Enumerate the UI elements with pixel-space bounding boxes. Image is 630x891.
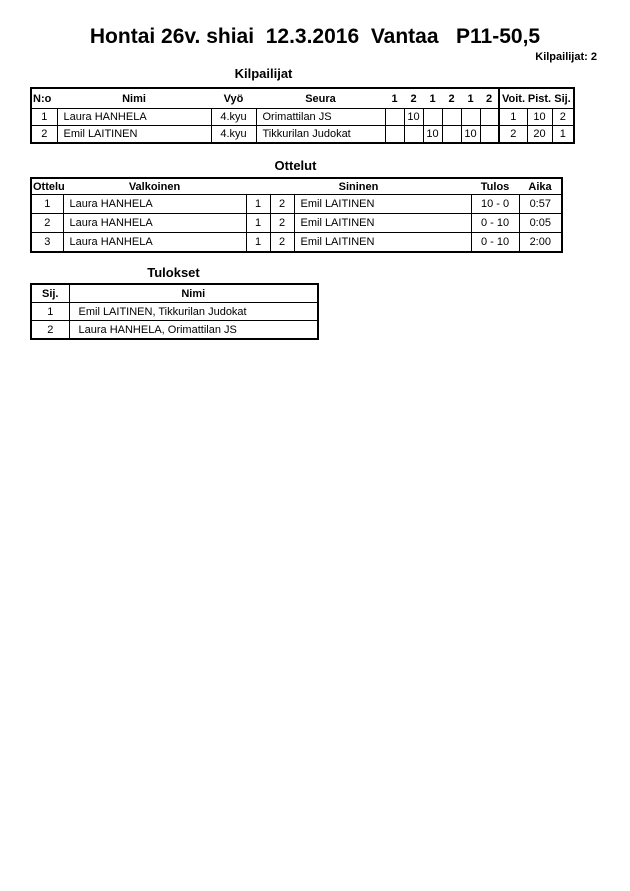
col-header-name: Nimi: [57, 88, 211, 109]
col-header-place: Sij.: [31, 284, 69, 303]
cell-wins: 1: [499, 109, 527, 126]
cell-place: 2: [552, 109, 574, 126]
cell-place: 1: [31, 303, 69, 321]
competitors-header-row: [31, 88, 574, 109]
cell-score: 10: [404, 109, 423, 126]
cell-result: 0 - 10: [471, 233, 519, 253]
cell-white-no: 1: [246, 233, 270, 253]
col-header-club: Seura: [256, 88, 385, 109]
col-header-result: Tulos: [471, 178, 519, 195]
cell-name: Emil LAITINEN: [57, 126, 211, 144]
cell-blue-no: 2: [270, 233, 294, 253]
cell-blue-no: 2: [270, 195, 294, 214]
cell-score: [385, 126, 404, 144]
cell-score: 10: [423, 126, 442, 144]
col-header-round: 2: [404, 88, 423, 109]
matches-header-row: [31, 178, 562, 195]
col-header-place: Sij.: [552, 88, 574, 109]
cell-blue-name: Emil LAITINEN: [294, 233, 471, 253]
cell-result: 0 - 10: [471, 214, 519, 233]
cell-points: 10: [527, 109, 552, 126]
cell-score: 10: [461, 126, 480, 144]
cell-score: [480, 126, 499, 144]
col-header-round: 1: [461, 88, 480, 109]
competitor-row: [31, 109, 574, 126]
col-header-round: 1: [385, 88, 404, 109]
cell-blue-no: 2: [270, 214, 294, 233]
col-header-round: 2: [442, 88, 461, 109]
col-header-points: Pist.: [527, 88, 552, 109]
cell-score: [423, 109, 442, 126]
section-heading-ottelut: Ottelut: [274, 158, 317, 173]
cell-wins: 2: [499, 126, 527, 144]
col-header-no: N:o: [31, 88, 57, 109]
results-header-row: [31, 284, 318, 303]
cell-no: 2: [31, 126, 57, 144]
cell-white-no: 1: [246, 214, 270, 233]
col-header-name: Nimi: [69, 284, 318, 303]
match-row: [31, 233, 562, 253]
cell-white-no: 1: [246, 195, 270, 214]
cell-white-name: Laura HANHELA: [63, 195, 246, 214]
cell-time: 0:05: [519, 214, 562, 233]
cell-name: Laura HANHELA: [57, 109, 211, 126]
cell-result: 10 - 0: [471, 195, 519, 214]
cell-place: 1: [552, 126, 574, 144]
cell-score: [480, 109, 499, 126]
cell-blue-name: Emil LAITINEN: [294, 214, 471, 233]
cell-belt: 4.kyu: [211, 109, 256, 126]
cell-name: Emil LAITINEN, Tikkurilan Judokat: [69, 303, 318, 321]
cell-time: 0:57: [519, 195, 562, 214]
matches-table: [30, 177, 563, 253]
col-header-round: 2: [480, 88, 499, 109]
cell-club: Tikkurilan Judokat: [256, 126, 385, 144]
cell-score: [442, 126, 461, 144]
cell-club: Orimattilan JS: [256, 109, 385, 126]
cell-match-no: 1: [31, 195, 63, 214]
col-header-round: 1: [423, 88, 442, 109]
cell-score: [404, 126, 423, 144]
cell-score: [442, 109, 461, 126]
cell-belt: 4.kyu: [211, 126, 256, 144]
cell-time: 2:00: [519, 233, 562, 253]
cell-place: 2: [31, 321, 69, 340]
cell-no: 1: [31, 109, 57, 126]
document-title: Hontai 26v. shiai 12.3.2016 Vantaa P11-50,5: [89, 25, 541, 48]
cell-white-name: Laura HANHELA: [63, 214, 246, 233]
cell-score: [385, 109, 404, 126]
cell-name: Laura HANHELA, Orimattilan JS: [69, 321, 318, 340]
cell-score: [461, 109, 480, 126]
results-table: [30, 283, 319, 340]
col-header-time: Aika: [519, 178, 562, 195]
competitor-row: [31, 126, 574, 144]
col-header-wins: Voit.: [499, 88, 527, 109]
section-heading-kilpailijat: Kilpailijat: [234, 66, 293, 81]
result-row: [31, 321, 318, 340]
match-row: [31, 195, 562, 214]
result-row: [31, 303, 318, 321]
cell-match-no: 2: [31, 214, 63, 233]
col-header-belt: Vyö: [211, 88, 256, 109]
cell-points: 20: [527, 126, 552, 144]
cell-match-no: 3: [31, 233, 63, 253]
match-row: [31, 214, 562, 233]
cell-white-name: Laura HANHELA: [63, 233, 246, 253]
cell-blue-name: Emil LAITINEN: [294, 195, 471, 214]
col-header-match: Ottelu: [31, 178, 63, 195]
competitors-table: [30, 87, 575, 144]
section-heading-tulokset: Tulokset: [147, 265, 200, 280]
col-header-blue: Sininen: [246, 178, 471, 195]
competitors-count: Kilpailijat: 2: [535, 51, 597, 63]
col-header-white: Valkoinen: [63, 178, 246, 195]
